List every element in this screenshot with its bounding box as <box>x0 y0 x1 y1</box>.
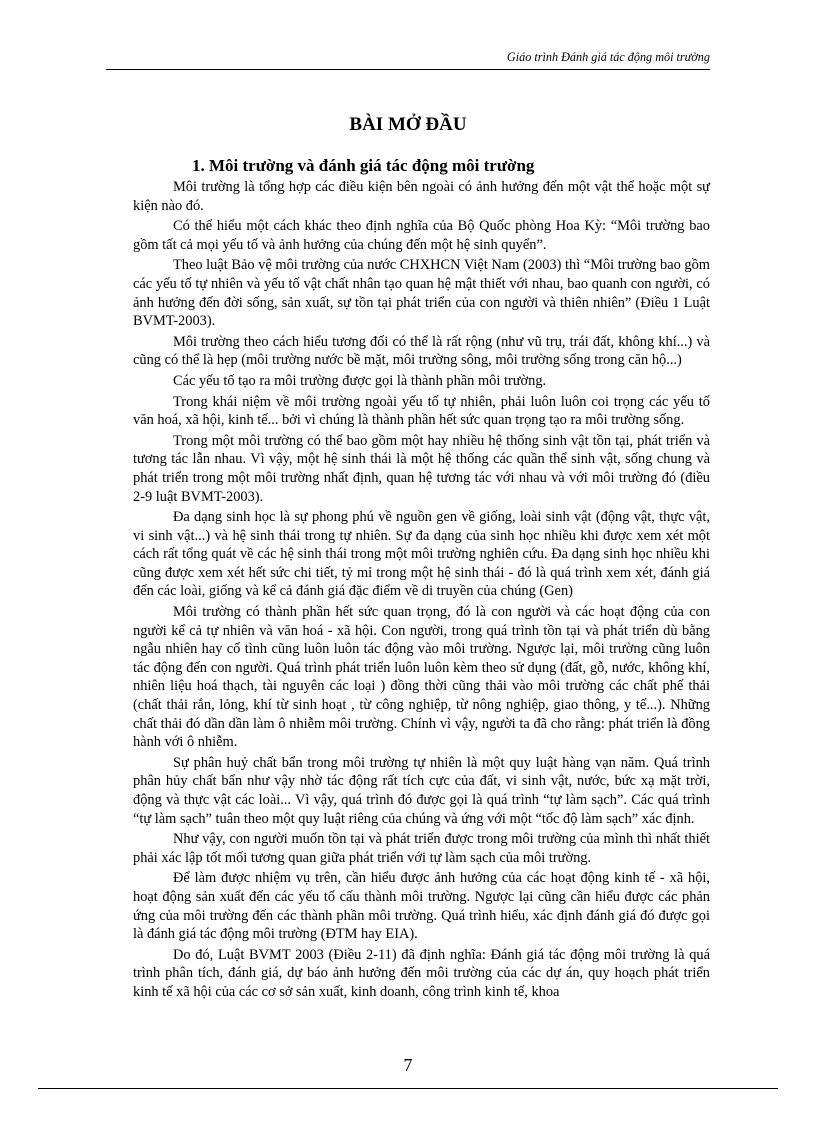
body-text <box>133 178 710 1004</box>
paragraph-2: Có thể hiểu một cách khác theo định nghĩa của Bộ Quốc phòng Hoa Kỳ: “Môi trường bao gồm tất cả mọi yếu tố và ảnh hưởng của chúng đến một hệ sinh quyển”. <box>133 218 710 253</box>
paragraph-9: Môi trường có thành phần hết sức quan trọng, đó là con người và các hoạt động của con người kể cả tự nhiên và văn hoá - xã hội. Con người, trong quá trình tồn tại và phát triển dù bằng ngẫu nhiên hay cố tình cũng luôn luôn tác động vào môi trường. Ngược lại, môi trường cũng luôn tác động đến con người. Quá trình phát triển luôn luôn kèm theo sử dụng (đất, gỗ, nước, không khí, nhiên liệu hoá thạch, tài nguyên các loại ) đồng thời cũng thải vào môi trường các chất phế thải (chất thải rắn, lỏng, khí từ sinh hoạt , từ công nghiệp, từ nông nghiệp, giao thông, y tế...). Những chất thải đó dần dần làm ô nhiễm môi trường. Chính vì vậy, người ta đã cho rằng: phát triển là đồng hành với ô nhiễm. <box>133 604 710 751</box>
paragraph-8: Đa dạng sinh học là sự phong phú về nguồn gen về giống, loài sinh vật (động vật, thực vật, vi sinh vật...) và hệ sinh thái trong tự nhiên. Sự đa dạng của sinh học nhiều khi được xem xét một cách rất tổng quát về các hệ sinh thái trong một môi trường nghiên cứu. Đa dạng sinh học nhiều khi cũng được xem xét hết sức chi tiết, tỷ mỉ trong một hệ sinh thái - đó là quá trình xem xét, đánh giá đến các loài, giống và kể cả đánh giá đặc điểm về di truyền của chúng (Gen) <box>133 509 710 600</box>
running-header: Giáo trình Đánh giá tác động môi trường <box>506 50 710 64</box>
paragraph-3: Theo luật Bảo vệ môi trường của nước CHXHCN Việt Nam (2003) thì “Môi trường bao gồm các yếu tố tự nhiên và yếu tố vật chất nhân tạo quan hệ mật thiết với nhau, bao quanh con người, có ảnh hưởng đến đời sống, sản xuất, sự tồn tại phát triển của con người và thiên nhiên” (Điều 1 Luật BVMT-2003). <box>133 257 710 330</box>
page-title: BÀI MỞ ĐẦU <box>349 114 467 135</box>
paragraph-11: Như vậy, con người muốn tồn tại và phát triển được trong môi trường của mình thì nhất thiết phải xác lập tốt mối tương quan giữa phát triển với tự làm sạch của môi trường. <box>133 831 710 866</box>
paragraph-1: Môi trường là tổng hợp các điều kiện bên ngoài có ảnh hưởng đến một vật thể hoặc một sự kiện nào đó. <box>133 179 710 214</box>
paragraph-13: Do đó, Luật BVMT 2003 (Điều 2-11) đã định nghĩa: Đánh giá tác động môi trường là quá trình phân tích, đánh giá, dự báo ảnh hưởng đến môi trường của các dự án, quy hoạch phát triển kinh tế xã hội của các cơ sở sản xuất, kinh doanh, công trình kinh tế, khoa <box>133 946 710 1000</box>
page-number: 7 <box>403 1055 413 1075</box>
paragraph-7: Trong một môi trường có thể bao gồm một hay nhiều hệ thống sinh vật tồn tại, phát triển và tương tác lẫn nhau. Vì vậy, một hệ sinh thái là một hệ thống các quần thể sinh vật, sống chung và phát triển trong một môi trường nhất định, quan hệ tương tác với nhau và với môi trường đó (điều 2-9 luật BVMT-2003). <box>133 432 710 505</box>
paragraph-4: Môi trường theo cách hiểu tương đối có thể là rất rộng (như vũ trụ, trái đất, không khí...) và cũng có thể là hẹp (môi trường nước bề mặt, môi trường sông, môi trường sống trong căn hộ...) <box>133 333 710 369</box>
paragraph-10: Sự phân huỷ chất bẩn trong môi trường tự nhiên là một quy luật hàng vạn năm. Quá trình phân hủy chất bẩn như vậy nhờ tác động rất tích cực của đất, vi sinh vật, nước, bức xạ mặt trời, động và thực vật các loài... Vì vậy, quá trình đó được gọi là quá trình “tự làm sạch”. Các quá trình “tự làm sạch” tuân theo một quy luật riêng của chúng và ứng với một “tốc độ làm sạch” xác định. <box>133 754 710 827</box>
paragraph-12: Để làm được nhiệm vụ trên, cần hiểu được ảnh hưởng của các hoạt động kinh tế - xã hội, hoạt động sản xuất đến các yếu tố cấu thành môi trường. Ngược lại cũng cần hiểu được các phản ứng của môi trường đến các thành phần môi trường. Quá trình hiểu, xác định đánh giá đó được gọi là đánh giá tác động môi trường (ĐTM hay EIA). <box>133 870 710 943</box>
header-divider <box>106 69 710 70</box>
footer-divider <box>38 1088 778 1089</box>
paragraph-6: Trong khái niệm về môi trường ngoài yếu tố tự nhiên, phải luôn luôn coi trọng các yếu tố văn hoá, xã hội, kinh tế... bởi vì chúng là thành phần hết sức quan trọng tạo ra môi trường sống. <box>133 393 710 429</box>
section-heading: 1. Môi trường và đánh giá tác động môi trường <box>192 156 535 175</box>
paragraph-5: Các yếu tố tạo ra môi trường được gọi là thành phần môi trường. <box>173 372 547 389</box>
